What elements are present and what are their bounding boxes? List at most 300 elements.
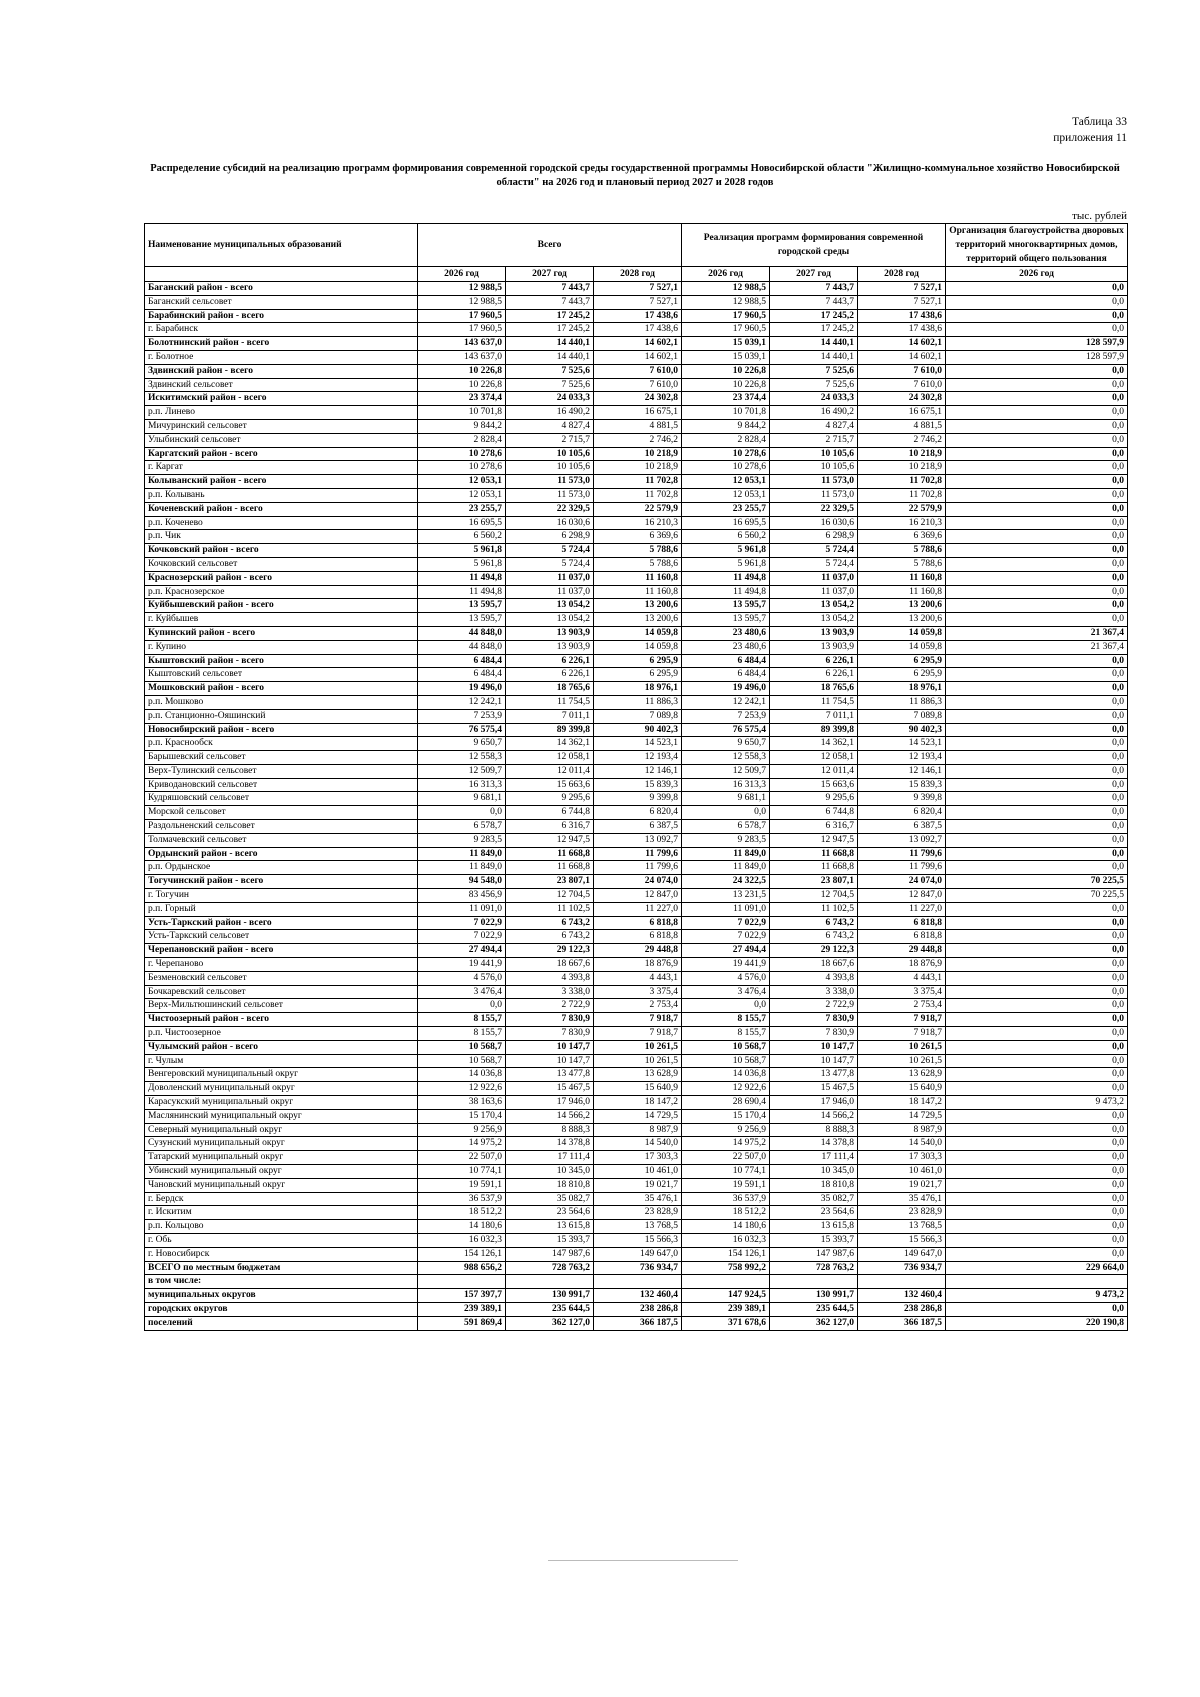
amount-cell: 12 847,0 xyxy=(858,889,946,903)
table-row xyxy=(145,875,1128,889)
amount-cell: 14 975,2 xyxy=(418,1137,506,1151)
municipality-name: Маслянинский муниципальный округ xyxy=(145,1109,418,1123)
amount-cell: 0,0 xyxy=(946,764,1128,778)
amount-cell: 13 903,9 xyxy=(506,640,594,654)
table-row xyxy=(145,1247,1128,1261)
amount-cell: 17 245,2 xyxy=(770,323,858,337)
amount-cell: 10 261,5 xyxy=(858,1054,946,1068)
amount-cell: 23 480,6 xyxy=(682,626,770,640)
amount-cell: 239 389,1 xyxy=(418,1302,506,1316)
amount-cell: 10 461,0 xyxy=(594,1165,682,1179)
amount-cell: 6 298,9 xyxy=(770,530,858,544)
amount-cell: 17 111,4 xyxy=(506,1151,594,1165)
table-row xyxy=(145,1206,1128,1220)
amount-cell: 11 754,5 xyxy=(770,695,858,709)
amount-cell: 4 576,0 xyxy=(682,971,770,985)
municipality-name: Убинский муниципальный округ xyxy=(145,1165,418,1179)
amount-cell: 23 807,1 xyxy=(770,875,858,889)
amount-cell: 6 369,6 xyxy=(858,530,946,544)
amount-cell: 9 681,1 xyxy=(418,792,506,806)
amount-cell: 5 961,8 xyxy=(418,544,506,558)
municipality-name: Венгеровский муниципальный округ xyxy=(145,1068,418,1082)
table-row xyxy=(145,833,1128,847)
amount-cell: 7 610,0 xyxy=(594,378,682,392)
amount-cell: 7 443,7 xyxy=(506,295,594,309)
amount-cell: 7 089,8 xyxy=(594,709,682,723)
municipality-name: Куйбышевский район - всего xyxy=(145,599,418,613)
municipality-name: Купинский район - всего xyxy=(145,626,418,640)
amount-cell: 11 160,8 xyxy=(594,585,682,599)
amount-cell: 17 960,5 xyxy=(682,323,770,337)
amount-cell: 7 011,1 xyxy=(770,709,858,723)
table-row xyxy=(145,613,1128,627)
amount-cell: 0,0 xyxy=(946,461,1128,475)
amount-cell: 0,0 xyxy=(946,985,1128,999)
amount-cell: 17 946,0 xyxy=(770,1096,858,1110)
municipality-name: г. Каргат xyxy=(145,461,418,475)
amount-cell: 0,0 xyxy=(946,709,1128,723)
amount-cell: 44 848,0 xyxy=(418,640,506,654)
table-row xyxy=(145,1109,1128,1123)
amount-cell: 10 345,0 xyxy=(506,1165,594,1179)
table-row xyxy=(145,488,1128,502)
municipality-name: Чановский муниципальный округ xyxy=(145,1178,418,1192)
amount-cell: 0,0 xyxy=(946,695,1128,709)
amount-cell: 10 105,6 xyxy=(506,461,594,475)
amount-cell: 14 059,8 xyxy=(594,640,682,654)
amount-cell: 13 903,9 xyxy=(770,640,858,654)
amount-cell: 0,0 xyxy=(946,323,1128,337)
amount-cell: 18 512,2 xyxy=(418,1206,506,1220)
amount-cell: 17 438,6 xyxy=(594,323,682,337)
amount-cell: 22 507,0 xyxy=(682,1151,770,1165)
amount-cell: 12 558,3 xyxy=(418,751,506,765)
amount-cell: 24 074,0 xyxy=(594,875,682,889)
amount-cell: 9 295,6 xyxy=(506,792,594,806)
table-row xyxy=(145,682,1128,696)
year-header: 2027 год xyxy=(506,267,594,282)
amount-cell: 0,0 xyxy=(946,557,1128,571)
amount-cell: 362 127,0 xyxy=(770,1316,858,1330)
amount-cell: 16 695,5 xyxy=(682,516,770,530)
amount-cell: 22 579,9 xyxy=(594,502,682,516)
amount-cell: 11 849,0 xyxy=(418,847,506,861)
amount-cell: 0,0 xyxy=(946,1302,1128,1316)
municipality-name: Чистоозерный район - всего xyxy=(145,1013,418,1027)
amount-cell: 8 987,9 xyxy=(858,1123,946,1137)
year-header: 2026 год xyxy=(682,267,770,282)
column-header-name-empty xyxy=(145,267,418,282)
amount-cell: 728 763,2 xyxy=(506,1261,594,1275)
amount-cell xyxy=(946,1275,1128,1289)
amount-cell: 11 494,8 xyxy=(682,585,770,599)
amount-cell: 147 924,5 xyxy=(682,1289,770,1303)
amount-cell: 21 367,4 xyxy=(946,626,1128,640)
amount-cell: 23 374,4 xyxy=(682,392,770,406)
amount-cell xyxy=(506,1275,594,1289)
amount-cell: 0,0 xyxy=(946,737,1128,751)
amount-cell: 12 058,1 xyxy=(506,751,594,765)
amount-cell: 6 369,6 xyxy=(594,530,682,544)
amount-cell: 15 467,5 xyxy=(506,1082,594,1096)
footer-divider xyxy=(548,1560,738,1561)
table-row xyxy=(145,309,1128,323)
municipality-name: Кочковский сельсовет xyxy=(145,557,418,571)
amount-cell: 12 558,3 xyxy=(682,751,770,765)
amount-cell: 13 054,2 xyxy=(506,613,594,627)
amount-cell: 11 573,0 xyxy=(506,475,594,489)
table-row xyxy=(145,668,1128,682)
amount-cell: 4 393,8 xyxy=(506,971,594,985)
amount-cell: 2 746,2 xyxy=(858,433,946,447)
amount-cell: 16 675,1 xyxy=(594,406,682,420)
amount-cell: 15 839,3 xyxy=(594,778,682,792)
municipality-name: г. Обь xyxy=(145,1233,418,1247)
municipality-name: Чулымский район - всего xyxy=(145,1040,418,1054)
amount-cell: 11 702,8 xyxy=(858,475,946,489)
amount-cell: 24 074,0 xyxy=(858,875,946,889)
amount-cell: 2 753,4 xyxy=(858,999,946,1013)
amount-cell: 7 443,7 xyxy=(506,282,594,296)
amount-cell: 12 988,5 xyxy=(418,295,506,309)
amount-cell: 3 338,0 xyxy=(506,985,594,999)
amount-cell: 23 374,4 xyxy=(418,392,506,406)
amount-cell: 7 527,1 xyxy=(858,295,946,309)
table-row xyxy=(145,516,1128,530)
amount-cell: 2 828,4 xyxy=(682,433,770,447)
amount-cell: 9 295,6 xyxy=(770,792,858,806)
municipality-name: муниципальных округов xyxy=(145,1289,418,1303)
amount-cell: 76 575,4 xyxy=(418,723,506,737)
amount-cell: 36 537,9 xyxy=(682,1192,770,1206)
amount-cell: 6 295,9 xyxy=(594,654,682,668)
amount-cell: 17 111,4 xyxy=(770,1151,858,1165)
amount-cell: 35 082,7 xyxy=(770,1192,858,1206)
amount-cell: 2 722,9 xyxy=(770,999,858,1013)
amount-cell: 94 548,0 xyxy=(418,875,506,889)
amount-cell: 0,0 xyxy=(946,1220,1128,1234)
amount-cell: 14 440,1 xyxy=(770,350,858,364)
amount-cell: 362 127,0 xyxy=(506,1316,594,1330)
amount-cell: 7 918,7 xyxy=(594,1013,682,1027)
amount-cell: 19 591,1 xyxy=(682,1178,770,1192)
amount-cell: 24 033,3 xyxy=(506,392,594,406)
amount-cell: 12 053,1 xyxy=(418,475,506,489)
amount-cell: 16 210,3 xyxy=(594,516,682,530)
amount-cell: 9 399,8 xyxy=(594,792,682,806)
amount-cell: 83 456,9 xyxy=(418,889,506,903)
amount-cell: 11 494,8 xyxy=(418,585,506,599)
amount-cell: 5 788,6 xyxy=(858,544,946,558)
amount-cell: 22 507,0 xyxy=(418,1151,506,1165)
amount-cell: 6 295,9 xyxy=(858,654,946,668)
amount-cell: 239 389,1 xyxy=(682,1302,770,1316)
amount-cell: 132 460,4 xyxy=(858,1289,946,1303)
municipality-name: в том числе: xyxy=(145,1275,418,1289)
amount-cell: 70 225,5 xyxy=(946,889,1128,903)
amount-cell: 0,0 xyxy=(946,1206,1128,1220)
amount-cell: 6 818,8 xyxy=(858,916,946,930)
municipality-name: р.п. Чик xyxy=(145,530,418,544)
amount-cell: 13 477,8 xyxy=(506,1068,594,1082)
amount-cell: 366 187,5 xyxy=(858,1316,946,1330)
amount-cell: 17 438,6 xyxy=(858,309,946,323)
amount-cell: 0,0 xyxy=(682,806,770,820)
municipality-name: поселений xyxy=(145,1316,418,1330)
amount-cell: 10 568,7 xyxy=(682,1040,770,1054)
amount-cell: 13 092,7 xyxy=(858,833,946,847)
municipality-name: р.п. Краснозерское xyxy=(145,585,418,599)
amount-cell: 14 440,1 xyxy=(506,350,594,364)
amount-cell: 11 799,6 xyxy=(858,861,946,875)
amount-cell: 0,0 xyxy=(946,1247,1128,1261)
amount-cell: 12 509,7 xyxy=(418,764,506,778)
amount-cell: 7 011,1 xyxy=(506,709,594,723)
amount-cell: 17 960,5 xyxy=(418,323,506,337)
amount-cell: 0,0 xyxy=(946,544,1128,558)
amount-cell: 7 610,0 xyxy=(594,364,682,378)
amount-cell: 988 656,2 xyxy=(418,1261,506,1275)
table-row xyxy=(145,1054,1128,1068)
amount-cell: 14 059,8 xyxy=(858,626,946,640)
amount-cell: 18 512,2 xyxy=(682,1206,770,1220)
amount-cell: 7 918,7 xyxy=(594,1027,682,1041)
municipality-name: городских округов xyxy=(145,1302,418,1316)
amount-cell: 14 602,1 xyxy=(594,350,682,364)
document-title: Распределение субсидий на реализацию программ формирования современной городской среды государственной программы Новосибирской области "Жилищно-коммунальное хозяйство Новосибирской области" на 2026 год и плановый период 2027 и 2028 годов xyxy=(150,163,1120,188)
municipality-name: Тогучинский район - всего xyxy=(145,875,418,889)
municipality-name: р.п. Линево xyxy=(145,406,418,420)
amount-cell: 0,0 xyxy=(946,599,1128,613)
amount-cell: 19 496,0 xyxy=(682,682,770,696)
amount-cell: 16 032,3 xyxy=(682,1233,770,1247)
amount-cell: 6 744,8 xyxy=(506,806,594,820)
amount-cell: 15 170,4 xyxy=(682,1109,770,1123)
amount-cell: 12 242,1 xyxy=(418,695,506,709)
amount-cell: 366 187,5 xyxy=(594,1316,682,1330)
amount-cell: 14 378,8 xyxy=(506,1137,594,1151)
amount-cell: 13 054,2 xyxy=(770,599,858,613)
column-header-program: Реализация программ формирования современной городской среды xyxy=(682,224,946,267)
municipality-name: г. Болотное xyxy=(145,350,418,364)
amount-cell: 11 573,0 xyxy=(770,475,858,489)
amount-cell: 13 768,5 xyxy=(594,1220,682,1234)
amount-cell: 10 278,6 xyxy=(418,461,506,475)
amount-cell: 5 724,4 xyxy=(770,544,858,558)
table-row xyxy=(145,1027,1128,1041)
amount-cell: 7 830,9 xyxy=(770,1013,858,1027)
amount-cell: 0,0 xyxy=(946,1054,1128,1068)
amount-cell: 8 987,9 xyxy=(594,1123,682,1137)
amount-cell: 11 573,0 xyxy=(506,488,594,502)
amount-cell: 11 668,8 xyxy=(770,847,858,861)
amount-cell: 0,0 xyxy=(946,778,1128,792)
amount-cell: 12 704,5 xyxy=(506,889,594,903)
amount-cell: 12 509,7 xyxy=(682,764,770,778)
amount-cell: 14 602,1 xyxy=(594,337,682,351)
amount-cell: 6 298,9 xyxy=(506,530,594,544)
amount-cell: 13 768,5 xyxy=(858,1220,946,1234)
municipality-name: р.п. Чистоозерное xyxy=(145,1027,418,1041)
table-row xyxy=(145,1302,1128,1316)
amount-cell: 15 467,5 xyxy=(770,1082,858,1096)
amount-cell: 0,0 xyxy=(946,999,1128,1013)
amount-cell: 0,0 xyxy=(946,1137,1128,1151)
amount-cell: 17 245,2 xyxy=(770,309,858,323)
amount-cell: 10 568,7 xyxy=(418,1054,506,1068)
amount-cell: 89 399,8 xyxy=(770,723,858,737)
table-row xyxy=(145,847,1128,861)
amount-cell: 15 039,1 xyxy=(682,337,770,351)
table-row xyxy=(145,709,1128,723)
amount-cell: 17 438,6 xyxy=(594,309,682,323)
amount-cell: 13 595,7 xyxy=(418,599,506,613)
amount-cell: 128 597,9 xyxy=(946,350,1128,364)
amount-cell: 12 922,6 xyxy=(418,1082,506,1096)
table-body xyxy=(145,282,1128,1331)
amount-cell: 18 667,6 xyxy=(506,958,594,972)
amount-cell: 6 818,8 xyxy=(594,916,682,930)
amount-cell: 23 564,6 xyxy=(770,1206,858,1220)
amount-cell: 0,0 xyxy=(946,806,1128,820)
amount-cell: 23 828,9 xyxy=(858,1206,946,1220)
amount-cell: 14 975,2 xyxy=(682,1137,770,1151)
municipality-name: р.п. Краснообск xyxy=(145,737,418,751)
amount-cell xyxy=(858,1275,946,1289)
amount-cell: 0,0 xyxy=(946,1165,1128,1179)
amount-cell: 0,0 xyxy=(946,833,1128,847)
amount-cell: 7 253,9 xyxy=(682,709,770,723)
amount-cell: 736 934,7 xyxy=(594,1261,682,1275)
amount-cell: 12 947,5 xyxy=(770,833,858,847)
amount-cell: 10 218,9 xyxy=(858,461,946,475)
amount-cell: 11 227,0 xyxy=(858,902,946,916)
table-row xyxy=(145,930,1128,944)
amount-cell: 19 496,0 xyxy=(418,682,506,696)
municipality-name: Колыванский район - всего xyxy=(145,475,418,489)
amount-cell: 14 036,8 xyxy=(682,1068,770,1082)
table-row xyxy=(145,654,1128,668)
amount-cell: 0,0 xyxy=(946,1040,1128,1054)
municipality-name: Сузунский муниципальный округ xyxy=(145,1137,418,1151)
amount-cell: 10 278,6 xyxy=(682,461,770,475)
table-row xyxy=(145,778,1128,792)
amount-cell: 0,0 xyxy=(946,1233,1128,1247)
amount-cell: 0,0 xyxy=(946,433,1128,447)
amount-cell: 9 283,5 xyxy=(418,833,506,847)
amount-cell: 0,0 xyxy=(946,682,1128,696)
table-row xyxy=(145,1151,1128,1165)
amount-cell: 2 746,2 xyxy=(594,433,682,447)
amount-cell: 7 830,9 xyxy=(770,1027,858,1041)
municipality-name: Кочковский район - всего xyxy=(145,544,418,558)
amount-cell: 11 849,0 xyxy=(682,847,770,861)
amount-cell: 7 918,7 xyxy=(858,1013,946,1027)
amount-cell: 0,0 xyxy=(946,668,1128,682)
municipality-name: Карасукский муниципальный округ xyxy=(145,1096,418,1110)
amount-cell: 0,0 xyxy=(946,1178,1128,1192)
table-row xyxy=(145,723,1128,737)
amount-cell: 4 443,1 xyxy=(594,971,682,985)
amount-cell: 15 640,9 xyxy=(858,1082,946,1096)
amount-cell: 15 663,6 xyxy=(770,778,858,792)
amount-cell: 11 160,8 xyxy=(858,585,946,599)
municipality-name: Верх-Тулинский сельсовет xyxy=(145,764,418,778)
amount-cell: 11 849,0 xyxy=(418,861,506,875)
amount-cell: 38 163,6 xyxy=(418,1096,506,1110)
amount-cell: 6 226,1 xyxy=(506,668,594,682)
amount-cell: 24 302,8 xyxy=(858,392,946,406)
amount-cell xyxy=(682,1275,770,1289)
amount-cell: 2 828,4 xyxy=(418,433,506,447)
amount-cell: 7 610,0 xyxy=(858,364,946,378)
municipality-name: Коченевский район - всего xyxy=(145,502,418,516)
table-row xyxy=(145,585,1128,599)
amount-cell: 11 849,0 xyxy=(682,861,770,875)
amount-cell: 6 295,9 xyxy=(858,668,946,682)
amount-cell: 5 961,8 xyxy=(418,557,506,571)
amount-cell: 29 448,8 xyxy=(594,944,682,958)
amount-cell: 16 032,3 xyxy=(418,1233,506,1247)
amount-cell: 13 200,6 xyxy=(858,599,946,613)
amount-cell: 0,0 xyxy=(946,488,1128,502)
subsidy-table xyxy=(144,223,1128,1331)
table-row xyxy=(145,1123,1128,1137)
amount-cell: 11 037,0 xyxy=(506,571,594,585)
amount-cell: 11 573,0 xyxy=(770,488,858,502)
table-row xyxy=(145,971,1128,985)
municipality-name: ВСЕГО по местным бюджетам xyxy=(145,1261,418,1275)
amount-cell: 7 918,7 xyxy=(858,1027,946,1041)
amount-cell: 14 729,5 xyxy=(858,1109,946,1123)
amount-cell: 591 869,4 xyxy=(418,1316,506,1330)
amount-cell: 6 387,5 xyxy=(594,820,682,834)
table-row xyxy=(145,999,1128,1013)
amount-cell: 12 146,1 xyxy=(858,764,946,778)
amount-cell: 154 126,1 xyxy=(682,1247,770,1261)
amount-cell: 14 729,5 xyxy=(594,1109,682,1123)
amount-cell: 8 155,7 xyxy=(418,1027,506,1041)
amount-cell: 6 484,4 xyxy=(418,654,506,668)
municipality-name: Мошковский район - всего xyxy=(145,682,418,696)
amount-cell: 15 566,3 xyxy=(858,1233,946,1247)
amount-cell: 17 303,3 xyxy=(594,1151,682,1165)
amount-cell: 29 448,8 xyxy=(858,944,946,958)
amount-cell: 6 744,8 xyxy=(770,806,858,820)
table-row xyxy=(145,350,1128,364)
amount-cell: 18 876,9 xyxy=(858,958,946,972)
column-header-total: Всего xyxy=(418,224,682,267)
amount-cell: 11 754,5 xyxy=(506,695,594,709)
amount-cell: 10 147,7 xyxy=(770,1040,858,1054)
amount-cell: 6 743,2 xyxy=(770,916,858,930)
amount-cell: 76 575,4 xyxy=(682,723,770,737)
table-row xyxy=(145,475,1128,489)
municipality-name: Здвинский сельсовет xyxy=(145,378,418,392)
table-row xyxy=(145,889,1128,903)
table-row xyxy=(145,378,1128,392)
amount-cell: 11 102,5 xyxy=(506,902,594,916)
amount-cell: 5 724,4 xyxy=(506,557,594,571)
amount-cell: 15 640,9 xyxy=(594,1082,682,1096)
amount-cell: 13 200,6 xyxy=(594,613,682,627)
table-row xyxy=(145,1068,1128,1082)
amount-cell: 130 991,7 xyxy=(506,1289,594,1303)
amount-cell: 11 091,0 xyxy=(418,902,506,916)
amount-cell: 6 743,2 xyxy=(506,930,594,944)
amount-cell: 17 245,2 xyxy=(506,309,594,323)
amount-cell: 11 799,6 xyxy=(594,861,682,875)
